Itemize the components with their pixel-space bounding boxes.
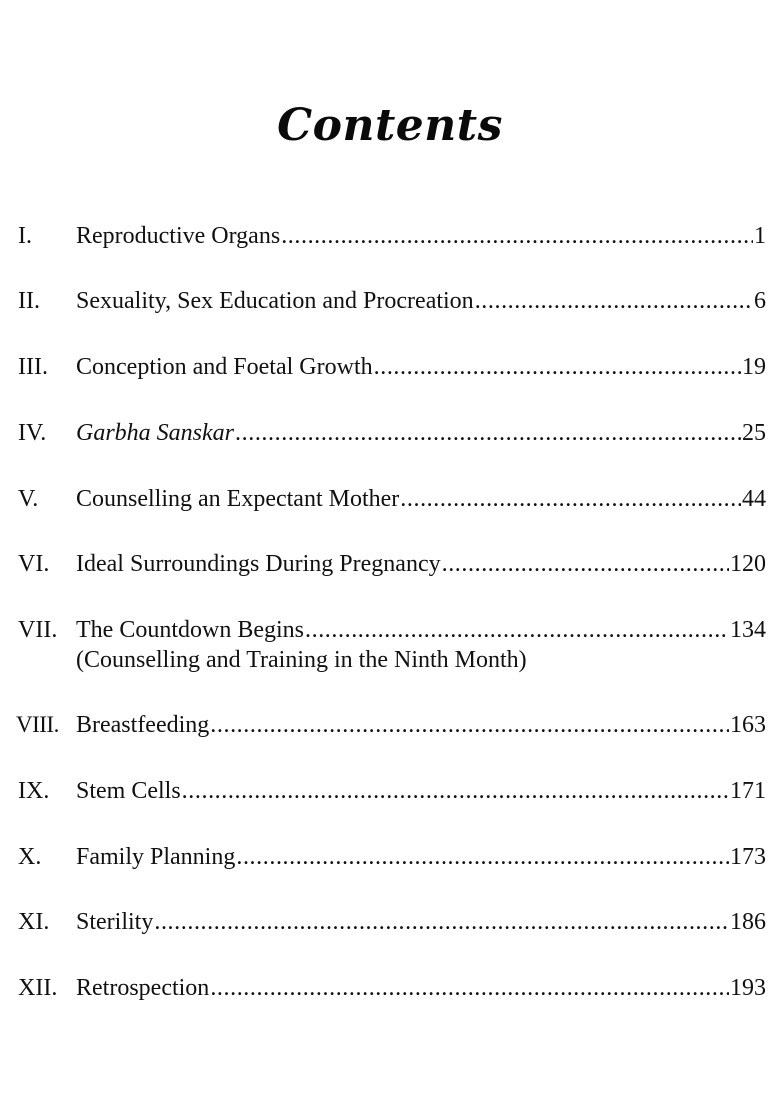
- toc-line: [76, 615, 766, 645]
- page-number: 193: [730, 975, 766, 1001]
- page-number: 25: [742, 420, 766, 446]
- page-number: 173: [730, 844, 766, 870]
- chapter-subtitle: (Counselling and Training in the Ninth Month): [76, 647, 527, 673]
- chapter-title: Sexuality, Sex Education and Procreation: [76, 288, 474, 314]
- chapter-numeral: XII.: [18, 975, 58, 1001]
- page-number: 19: [742, 354, 766, 380]
- toc-line: [76, 710, 766, 740]
- dot-leader: [182, 776, 729, 806]
- chapter-numeral: IX.: [18, 778, 50, 804]
- chapter-title: Ideal Surroundings During Pregnancy: [76, 551, 441, 577]
- chapter-numeral: III.: [18, 354, 48, 380]
- toc-entry-6: [0, 549, 780, 579]
- page-number: 186: [730, 909, 766, 935]
- page-number: 120: [730, 551, 766, 577]
- chapter-numeral: V.: [18, 486, 39, 512]
- toc-entry-3: [0, 352, 780, 382]
- page-number: 171: [730, 778, 766, 804]
- toc-line: [76, 776, 766, 806]
- dot-leader: [475, 286, 753, 316]
- page-number: 6: [754, 288, 766, 314]
- toc-line: [76, 907, 766, 937]
- chapter-title: Reproductive Organs: [76, 223, 281, 249]
- chapter-numeral: XI.: [18, 909, 50, 935]
- dot-leader: [210, 710, 729, 740]
- chapter-title: Conception and Foetal Growth: [76, 354, 373, 380]
- toc-entry-12: [0, 973, 780, 1003]
- chapter-numeral: VII.: [18, 617, 58, 643]
- toc-line: [76, 549, 766, 579]
- chapter-title: Counselling an Expectant Mother: [76, 486, 400, 512]
- dot-leader: [154, 907, 729, 937]
- toc-line: [76, 286, 766, 316]
- toc-line: [76, 484, 766, 514]
- chapter-numeral: VI.: [18, 551, 50, 577]
- chapter-title: Stem Cells: [76, 778, 181, 804]
- chapter-numeral: X.: [18, 844, 42, 870]
- toc-entry-4: [0, 418, 780, 448]
- chapter-numeral: IV.: [18, 420, 47, 446]
- page-number: 1: [754, 223, 766, 249]
- toc-entry-2: [0, 286, 780, 316]
- chapter-title: Garbha Sanskar: [76, 420, 235, 446]
- toc-line: [76, 418, 766, 448]
- dot-leader: [210, 973, 729, 1003]
- toc-line: [76, 973, 766, 1003]
- toc-entry-11: [0, 907, 780, 937]
- chapter-numeral: I.: [18, 223, 32, 249]
- page-title: Contents: [277, 100, 503, 151]
- toc-entry-8: [0, 710, 780, 740]
- page-number: 163: [730, 712, 766, 738]
- dot-leader: [374, 352, 741, 382]
- chapter-title: Breastfeeding: [76, 712, 210, 738]
- toc-entry-7: [0, 615, 780, 675]
- page-number: 44: [742, 486, 766, 512]
- toc-entry-5: [0, 484, 780, 514]
- dot-leader: [400, 484, 741, 514]
- toc-entry-10: [0, 842, 780, 872]
- dot-leader: [281, 221, 753, 251]
- toc-entry-1: [0, 221, 780, 251]
- dot-leader: [305, 615, 729, 645]
- toc-line: [76, 221, 766, 251]
- chapter-numeral: II.: [18, 288, 40, 314]
- chapter-title: Family Planning: [76, 844, 236, 870]
- toc-line: [76, 352, 766, 382]
- chapter-title: Sterility: [76, 909, 154, 935]
- toc-line: [76, 842, 766, 872]
- chapter-title: The Countdown Begins: [76, 617, 304, 643]
- dot-leader: [442, 549, 729, 579]
- dot-leader: [235, 418, 741, 448]
- page-number: 134: [730, 617, 766, 643]
- chapter-title: Retrospection: [76, 975, 210, 1001]
- toc-entry-9: [0, 776, 780, 806]
- dot-leader: [236, 842, 729, 872]
- chapter-numeral: VIII.: [16, 712, 59, 737]
